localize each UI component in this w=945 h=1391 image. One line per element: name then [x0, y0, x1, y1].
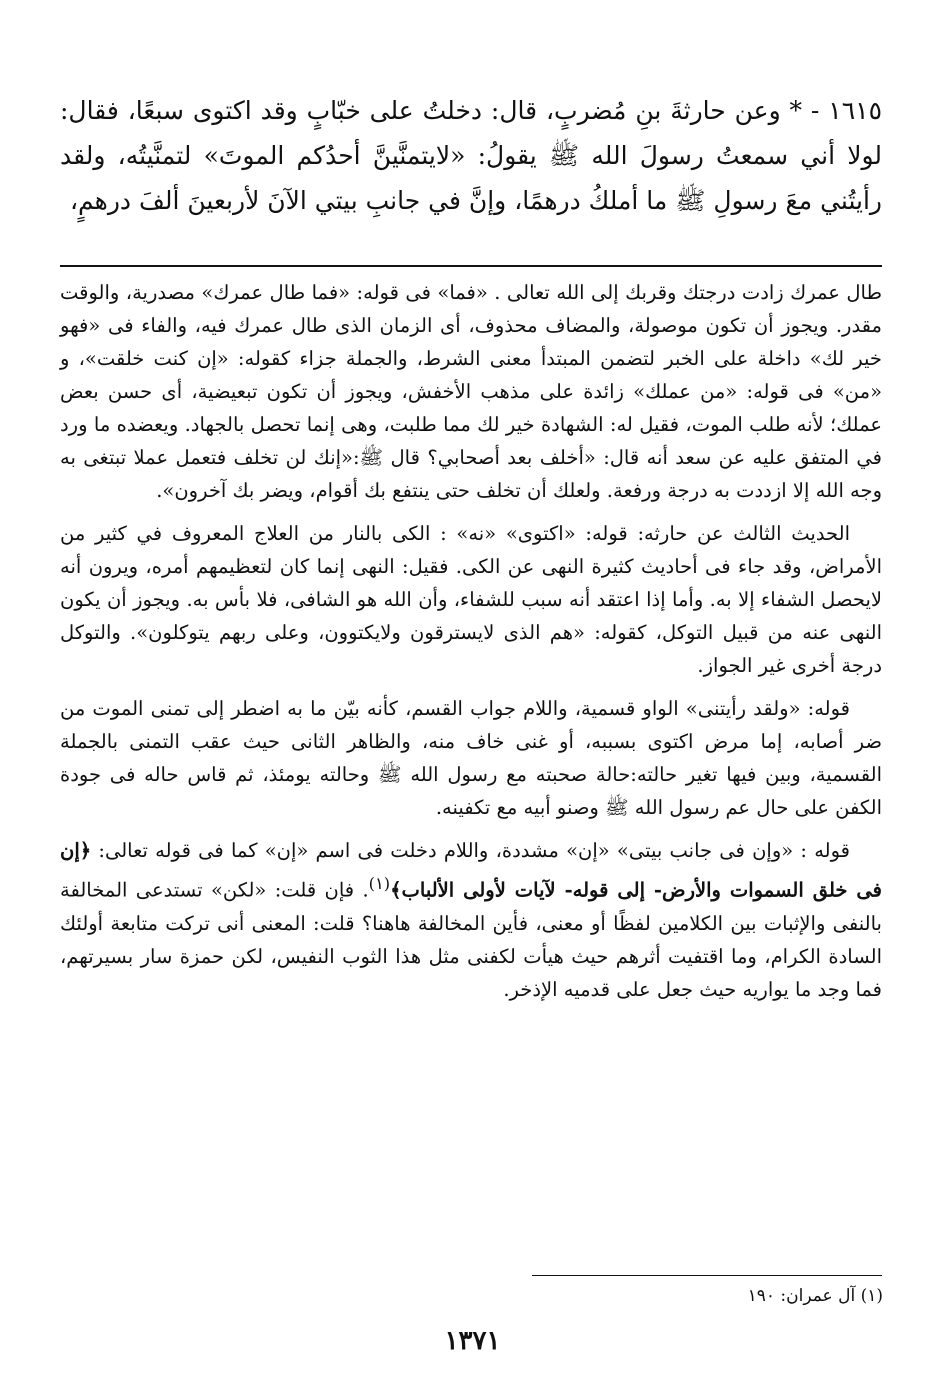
commentary-p4-rest: . فإن قلت: «لكن» تستدعى المخالفة بالنفى والإثبات بين الكلامين لفظًا أو معنى، فأين المخالفة هاهنا؟ قلت: المعنى أنى تركت متابعة أولئك السادة الكرام، وما اقتفيت أثرهم حيث هيأت لكفنى مثل هذا الثوب النفيس، لكن حمزة سار بسيرتهم، فما وجد ما يواريه حيث جعل على قدميه الإذخر. [60, 878, 882, 1001]
footnote-reference: (١) [368, 874, 391, 893]
commentary-paragraph-1: طال عمرك زادت درجتك وقربك إلى الله تعالى . «فما» فى قوله: «فما طال عمرك» مصدرية، والوقت مقدر. ويجوز أن تكون موصولة، والمضاف محذوف، أى الزمان الذى طال عمرك فيه، والفاء فى «فهو خير لك» داخلة على الخبر لتضمن المبتدأ معنى الشرط، والجملة جزاء كقوله: «إن كنت خلقت»، و «من» فى قوله: «من عملك» زائدة على مذهب الأخفش، ويجوز أن تكون تبعيضية، أى حسن بعض عملك؛ لأنه طلب الموت، فقيل له: الشهادة خير لك مما طلبت، وهى إنما تحصل بالجهاد. ويعضده ما ورد في المتفق عليه عن سعد أنه قال: «أخلف بعد أصحابي؟ قال ﷺ:«إنك لن تخلف فتعمل عملا تبتغى به وجه الله إلا ازددت به درجة ورفعة. ولعلك أن تخلف حتى ينتفع بك أقوام، ويضر بك آخرون». [60, 281, 882, 502]
commentary [60, 276, 882, 1016]
section-divider [60, 265, 882, 267]
quran-quote: ﴿إن فى خلق السموات والأرض- إلى قوله- لآيات لأولى الألباب﴾ [60, 839, 882, 902]
page-number: ١٣٧١ [444, 1326, 501, 1356]
commentary-paragraph-2: الحديث الثالث عن حارثه: قوله: «اكتوى» «نه» : الكى بالنار من العلاج المعروف في كثير من الأمراض، وقد جاء فى أحاديث كثيرة النهى عن الكى. فقيل: النهى إنما كان لتعظيمهم أمره، ويرون أنه لايحصل الشفاء إلا به. وأما إذا اعتقد أنه سبب للشفاء، وأن الله هو الشافى، فلا بأس به. ويجوز أن يكون النهى عنه من قبيل التوكل، كقوله: «هم الذى لايسترقون ولايكتوون، وعلى ربهم يتوكلون». والتوكل درجة أخرى غير الجواز. [60, 522, 882, 677]
footnote: (١) آل عمران: ١٩٠ [747, 1286, 883, 1306]
commentary-paragraph-4 [60, 834, 882, 1006]
hadith-text: ١٦١٥ - * وعن حارثةَ بنِ مُضربٍ، قال: دخلتُ على خبّابٍ وقد اكتوى سبعًا، فقال: لولا أني سمعتُ رسولَ الله ﷺ يقولُ: «لايتمنَّينَّ أحدُكم الموتَ» لتمنَّيتُه، ولقد رأيتُني معَ رسولِ ﷺ ما أملكُ درهمًا، وإنَّ في جانبِ بيتي الآنَ لأربعينَ ألفَ درهمٍ، [60, 96, 882, 215]
commentary-paragraph-3: قوله: «ولقد رأيتنى» الواو قسمية، واللام جواب القسم، كأنه بيّن ما به اضطر إلى تمنى الموت من ضر أصابه، إما مرض اكتوى بسببه، أو غنى خاف منه، والظاهر الثانى حيث عقب التمنى بالجملة القسمية، وبين فيها تغير حالته:حالة صحبته مع رسول الله ﷺ وحالته يومئذ، ثم قاس حاله فى جودة الكفن على حال عم رسول الله ﷺ وصنو أبيه مع تكفينه. [60, 697, 882, 819]
commentary-p4-intro: قوله : «وإن فى جانب بيتى» «إن» مشددة، واللام دخلت فى اسم «إن» كما فى قوله تعالى: [91, 839, 850, 862]
footnote-divider [532, 1275, 882, 1276]
